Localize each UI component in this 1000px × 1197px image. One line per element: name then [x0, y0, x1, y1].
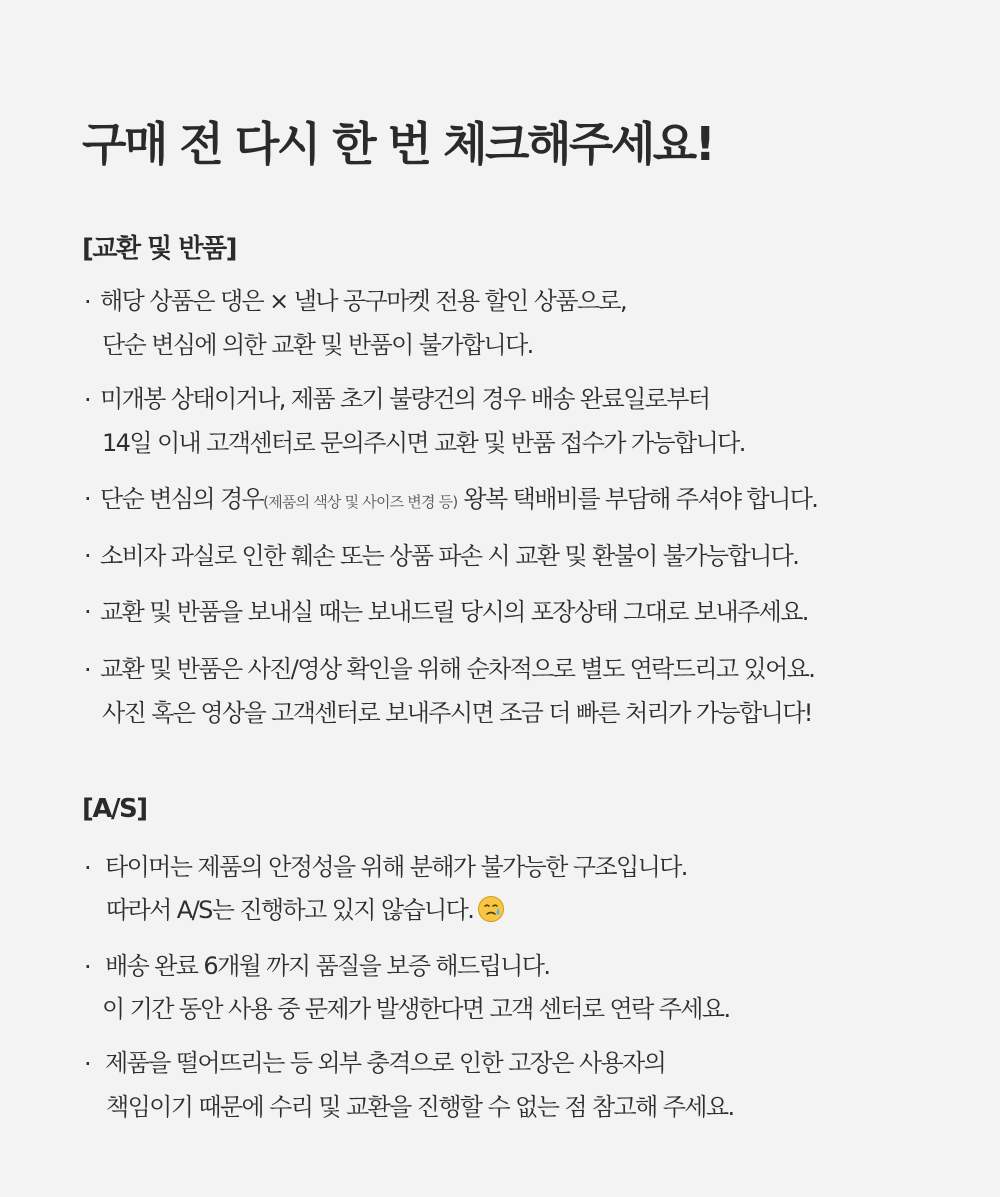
bullet-dot: · [84, 656, 92, 684]
exchange-item-1-line-1: 해당 상품은 댕은 × 낼나 공구마켓 전용 할인 상품으로, [100, 287, 627, 315]
as-item-1-line-1: 타이머는 제품의 안정성을 위해 분해가 불가능한 구조입니다. [105, 853, 687, 881]
bullet-dot: · [84, 542, 92, 570]
exchange-item-3-note: (제품의 색상 및 사이즈 변경 등) [263, 493, 458, 511]
as-item-3-line-1: 제품을 떨어뜨리는 등 외부 충격으로 인한 고장은 사용자의 [105, 1049, 666, 1077]
bullet-dot: · [84, 598, 92, 626]
bullet-dot: · [84, 854, 92, 882]
as-item-3-line-2: 책임이기 때문에 수리 및 교환을 진행할 수 없는 점 참고해 주세요. [106, 1093, 734, 1121]
exchange-item-5-line-1: 교환 및 반품을 보내실 때는 보내드릴 당시의 포장상태 그대로 보내주세요. [100, 598, 808, 626]
exchange-item-3-line-1 [100, 484, 817, 517]
bullet-dot: · [84, 288, 92, 316]
bullet-dot: · [84, 386, 92, 414]
exchange-item-2-line-1: 미개봉 상태이거나, 제품 초기 불량건의 경우 배송 완료일로부터 [100, 385, 710, 413]
page-title: 구매 전 다시 한 번 체크해주세요! [82, 117, 714, 171]
exchange-item-4-line-1: 소비자 과실로 인한 훼손 또는 상품 파손 시 교환 및 환불이 불가능합니다. [100, 542, 799, 570]
as-item-2-line-1: 배송 완료 6개월 까지 품질을 보증 해드립니다. [105, 952, 550, 980]
exchange-item-6-line-1: 교환 및 반품은 사진/영상 확인을 위해 순차적으로 별도 연락드리고 있어요. [100, 655, 815, 683]
bullet-dot: · [84, 1050, 92, 1078]
exchange-item-1-line-2: 단순 변심에 의한 교환 및 반품이 불가합니다. [102, 331, 533, 359]
exchange-item-6-line-2: 사진 혹은 영상을 고객센터로 보내주시면 조금 더 빠른 처리가 가능합니다! [102, 699, 812, 727]
as-section-heading: [A/S] [82, 794, 147, 824]
bullet-dot: · [84, 953, 92, 981]
as-item-1-line-2 [106, 895, 505, 930]
crying-face-icon [477, 895, 505, 930]
exchange-section-heading: [교환 및 반품] [82, 234, 236, 264]
as-item-1-line-2-text: 따라서 A/S는 진행하고 있지 않습니다. [106, 896, 474, 924]
exchange-item-2-line-2: 14일 이내 고객센터로 문의주시면 교환 및 반품 접수가 가능합니다. [102, 429, 745, 457]
as-item-2-line-2: 이 기간 동안 사용 중 문제가 발생한다면 고객 센터로 연락 주세요. [102, 995, 730, 1023]
exchange-item-3-suffix: 왕복 택배비를 부담해 주셔야 합니다. [457, 485, 818, 513]
bullet-dot: · [84, 485, 92, 513]
exchange-item-3-prefix: 단순 변심의 경우 [100, 485, 264, 513]
